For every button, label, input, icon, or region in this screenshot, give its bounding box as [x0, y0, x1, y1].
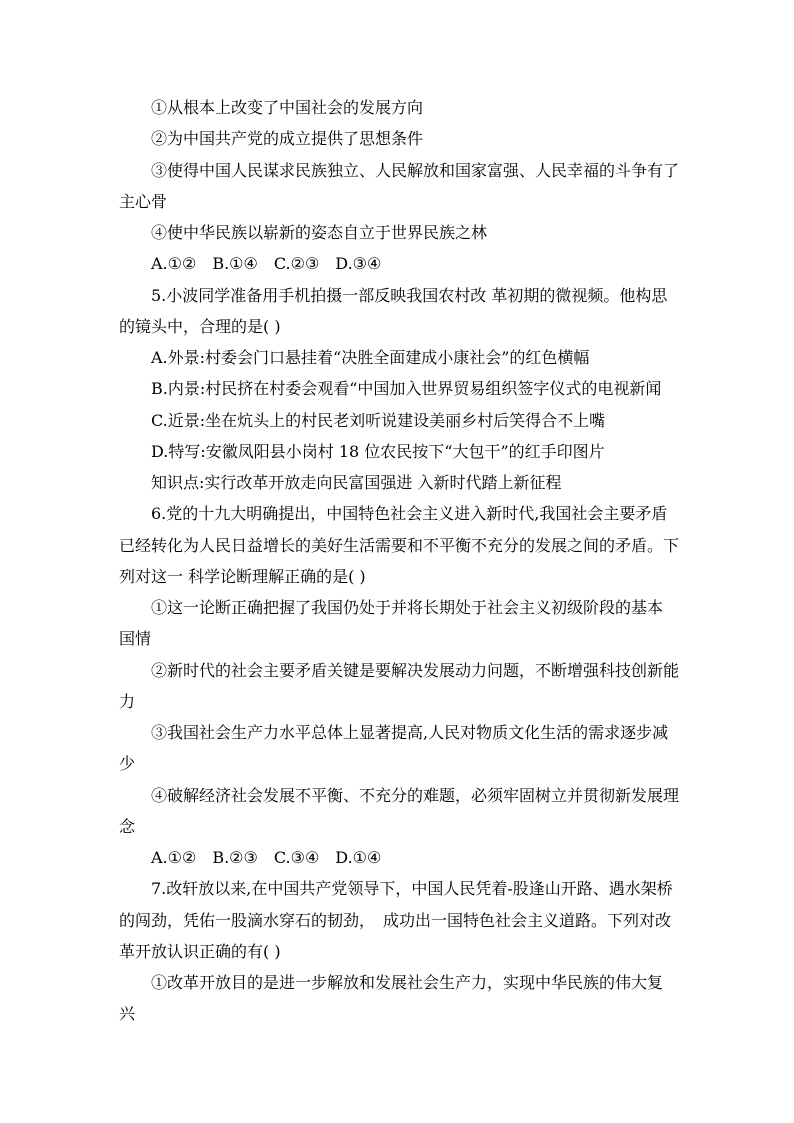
text-line: 革开放认识正确的有( ): [119, 941, 281, 961]
text-line: ②新时代的社会主要矛盾关键是要解决发展动力问题，不断增强科技创新能: [151, 660, 680, 680]
text-line: 念: [119, 816, 136, 836]
text-line: ③使得中国人民谋求民族独立、人民解放和国家富强、人民幸福的斗争有了: [151, 160, 680, 180]
text-line: ①从根本上改变了中国社会的发展方向: [151, 98, 424, 117]
document-body: [119, 92, 679, 1030]
option-b: B.内景:村民挤在村委会观看“中国加入世界贸易组织签字仪式的电视新闻: [151, 379, 662, 399]
question-7: 7.改轩放以来,在中国共产党领导下，中国人民凭着-股逢山开路、遇水架桥: [151, 879, 673, 899]
question-5: 5.小波同学准备用手机拍摄一部反映我国农村改 革初期的微视频。他构思: [151, 285, 668, 305]
option-c: C.近景:坐在炕头上的村民老刘听说建设美丽乡村后笑得合不上嘴: [151, 410, 606, 430]
option-d: D.特写:安徽凤阳县小岗村 18 位农民按下“大包干”的红手印图片: [151, 441, 605, 461]
text-line: ③我国社会生产力水平总体上显著提高,人民对物质文化生活的需求逐步减: [151, 723, 669, 742]
text-line: 列对这一 科学论断理解正确的是( ): [119, 566, 366, 586]
text-line: 的镜头中，合理的是( ): [119, 316, 281, 336]
text-line: ①改革开放目的是进一步解放和发展社会生产力，实现中华民族的伟大复: [151, 973, 664, 992]
question-6: 6.党的十九大明确提出，中国特色社会主义进入新时代,我国社会主要矛盾: [151, 504, 668, 524]
text-line: 力: [119, 691, 136, 711]
text-line: 国情: [119, 629, 152, 649]
text-line: ①这一论断正确把握了我国仍处于并将长期处于社会主义初级阶段的基本: [151, 598, 664, 617]
text-line: ④使中华民族以崭新的姿态自立于世界民族之林: [151, 223, 488, 242]
text-line: ④破解经济社会发展不平衡、不充分的难题，必须牢固树立并贯彻新发展理: [151, 785, 680, 805]
knowledge-point: 知识点:实行改革开放走向民富国强进 入新时代踏上新征程: [151, 473, 562, 492]
answer-options: A.①② B.②③ C.③④ D.①④: [151, 848, 382, 867]
option-a: A.外景:村委会门口悬挂着“决胜全面建成小康社会”的红色横幅: [151, 348, 590, 367]
text-line: 的闯劲，凭佑一股滴水穿石的韧劲， 成功出一国特色社会主义道路。下列对改: [119, 910, 672, 930]
text-line: 已经转化为人民日益增长的美好生活需要和不平衡不充分的发展之间的矛盾。下: [119, 535, 680, 555]
text-line: 兴: [119, 1004, 136, 1024]
text-line: 主心骨: [119, 191, 168, 211]
text-line: 少: [119, 754, 136, 774]
text-line: ②为中国共产党的成立提供了思想条件: [151, 129, 424, 149]
answer-options: A.①② B.①④ C.②③ D.③④: [151, 254, 382, 274]
